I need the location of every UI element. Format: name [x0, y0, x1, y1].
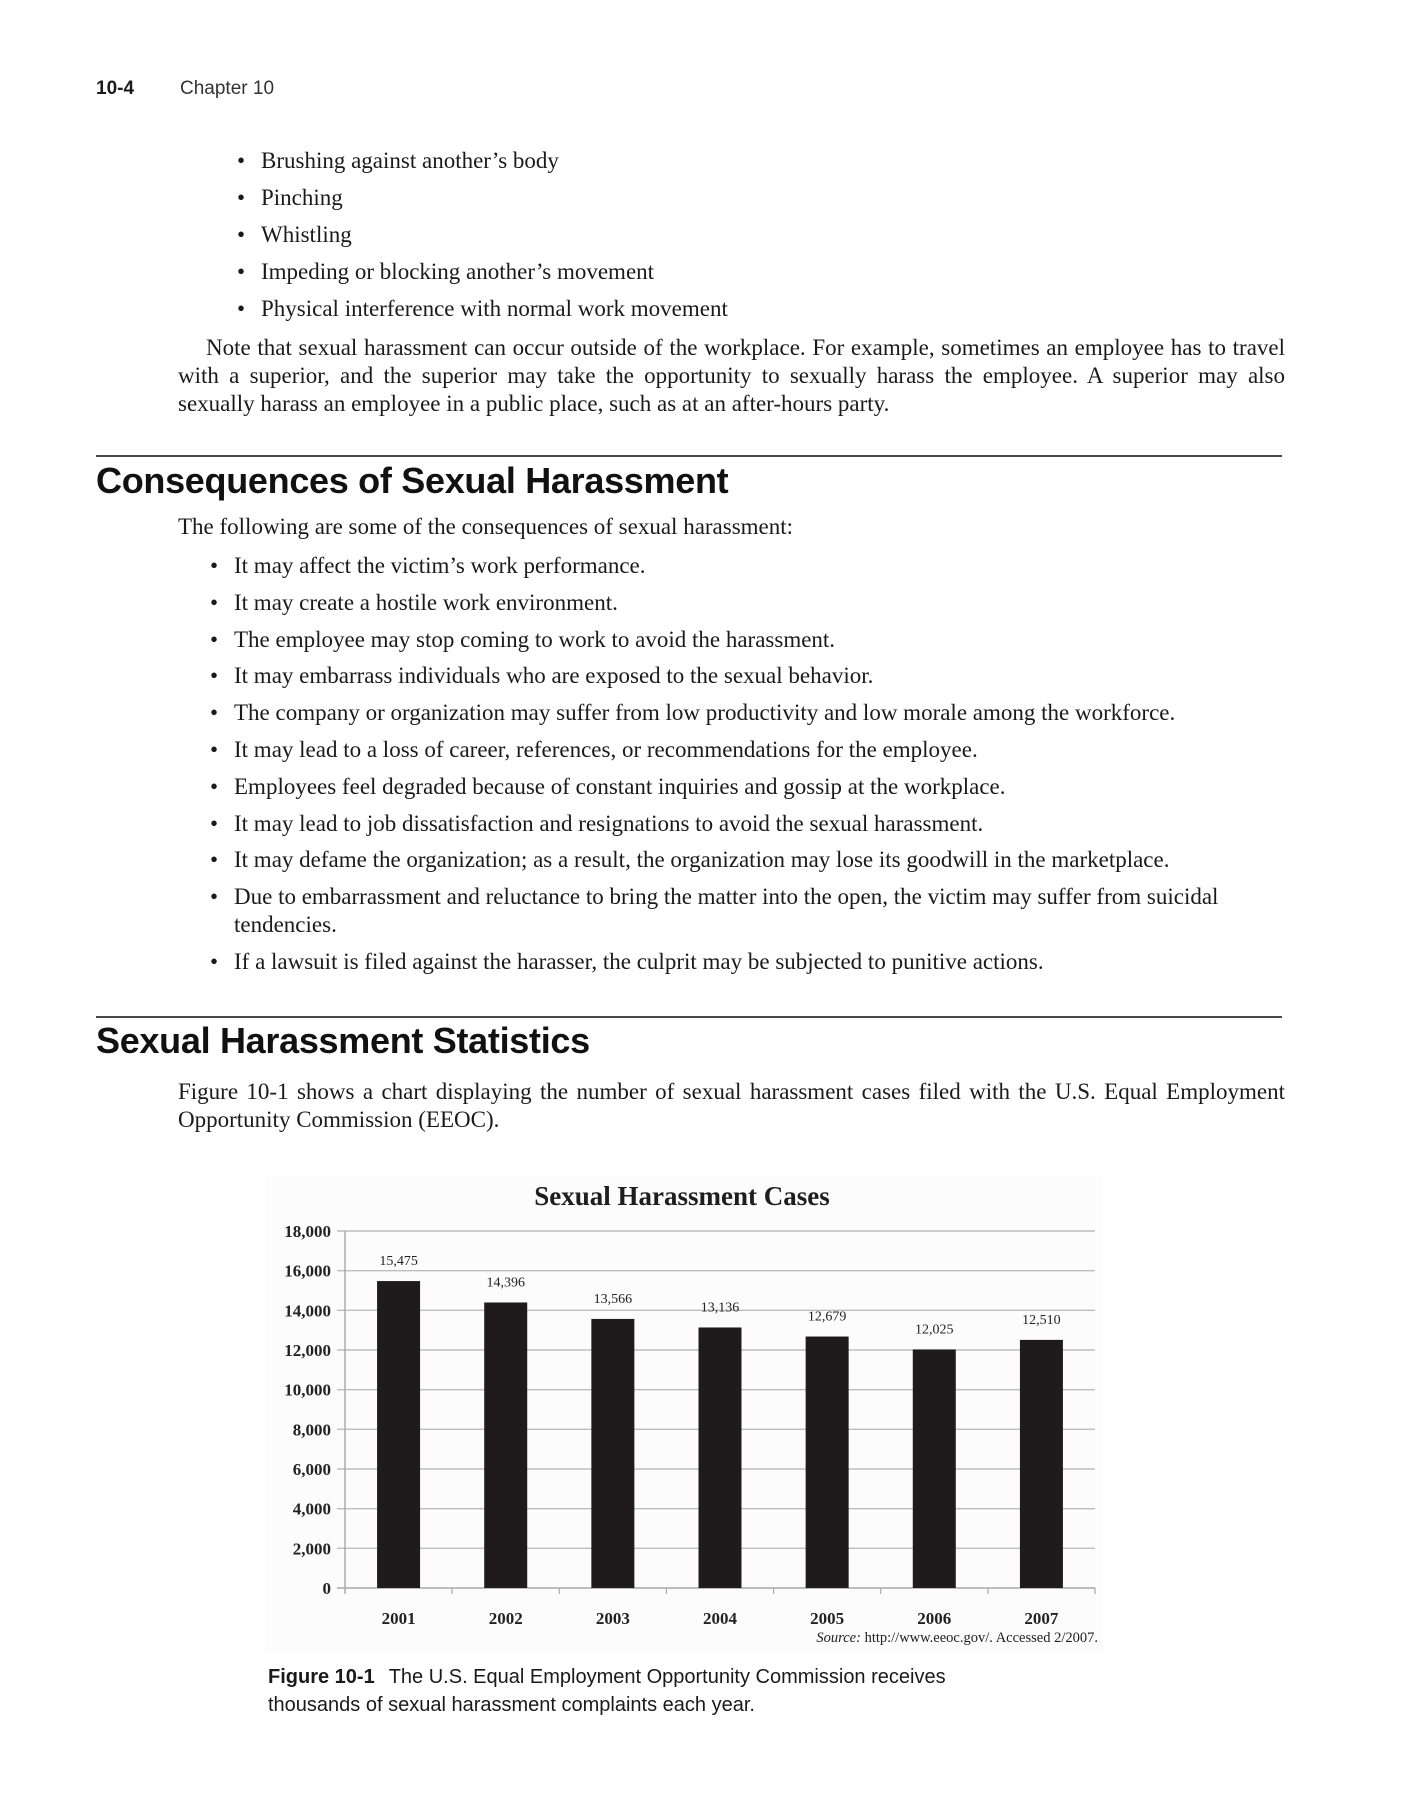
bullet-icon: •: [237, 259, 246, 284]
bar-2003: [591, 1319, 634, 1588]
list-item: • Due to embarrassment and reluctance to bring the matter into the open, the victim may suffer from suicidal tendencies.: [210, 884, 1219, 938]
list-item: • Brushing against another’s body: [261, 142, 728, 179]
x-tick-label: 2002: [488, 1609, 523, 1628]
section-divider: [96, 455, 1282, 457]
x-tick-label: 2006: [917, 1609, 952, 1628]
chapter-label: Chapter 10: [180, 78, 275, 99]
list-item: • It may lead to a loss of career, references, or recommendations for the employee.: [210, 736, 978, 762]
data-label: 12,679: [807, 1309, 847, 1325]
bullet-icon: •: [210, 589, 219, 615]
bullet-icon: •: [210, 810, 219, 836]
chart-title: Sexual Harassment Cases: [534, 1181, 830, 1211]
bullet-icon: •: [210, 663, 219, 689]
figure-caption-text: The U.S. Equal Employment Opportunity Commission receives thousands of sexual harassment complaints each year.: [268, 1666, 946, 1716]
section-divider: [96, 1016, 1282, 1018]
consequences-heading: Consequences of Sexual Harassment: [96, 460, 729, 501]
y-tick-label: 6,000: [292, 1460, 331, 1479]
list-item: • It may defame the organization; as a result, the organization may lose its goodwill in the marketplace.: [210, 847, 1170, 873]
bullet-icon: •: [210, 700, 219, 726]
bar-2004: [699, 1327, 742, 1588]
y-tick-label: 4,000: [292, 1499, 331, 1519]
list-item: • Impeding or blocking another’s movement: [261, 253, 728, 290]
y-tick-label: 8,000: [292, 1420, 331, 1440]
list-item: • If a lawsuit is filed against the harasser, the culprit may be subjected to punitive actions.: [210, 948, 1044, 974]
list-item: • Employees feel degraded because of constant inquiries and gossip at the workplace.: [210, 773, 1006, 799]
statistics-paragraph: Figure 10-1 shows a chart displaying the number of sexual harassment cases filed with the U.S. Equal Employment Opportunity Commission (EEOC).: [178, 1079, 1285, 1132]
bullet-icon: •: [237, 148, 246, 173]
list-item: • The company or organization may suffer from low productivity and low morale among the workforce.: [210, 700, 1176, 726]
bullet-icon: •: [210, 847, 219, 873]
x-tick-label: 2003: [595, 1609, 630, 1628]
y-tick-label: 14,000: [284, 1301, 331, 1321]
data-label: 12,510: [1022, 1312, 1061, 1328]
bar-2001: [377, 1281, 420, 1588]
bullet-icon: •: [210, 773, 219, 799]
list-item: • The employee may stop coming to work to avoid the harassment.: [210, 626, 836, 652]
list-item: • It may lead to job dissatisfaction and resignations to avoid the sexual harassment.: [210, 810, 984, 836]
bullet-icon: •: [237, 296, 246, 321]
consequences-intro: The following are some of the consequences of sexual harassment:: [178, 514, 794, 539]
y-tick-label: 18,000: [284, 1222, 331, 1241]
figure-label: Figure 10-1: [268, 1666, 375, 1688]
y-tick-label: 10,000: [284, 1380, 331, 1400]
list-item: • Physical interference with normal work movement: [261, 290, 728, 327]
y-tick-label: 12,000: [284, 1341, 331, 1360]
list-item: • It may create a hostile work environment.: [210, 589, 618, 615]
x-tick-label: 2001: [381, 1609, 416, 1628]
bar-2002: [484, 1302, 527, 1588]
bullet-icon: •: [237, 185, 246, 210]
y-tick-label: 2,000: [292, 1539, 331, 1559]
page-number: 10-4: [96, 78, 135, 99]
bullet-icon: •: [210, 553, 219, 578]
y-tick-label: 0: [322, 1579, 331, 1598]
note-paragraph: Note that sexual harassment can occur outside of the workplace. For example, sometimes an employee has to travel with a superior, and the superior may take the opportunity to sexually harass the employee. A superior may also sexually harass an employee in a public place, such as at an after-hours party.: [178, 335, 1285, 416]
behavior-bullet-list: [237, 142, 728, 327]
bullet-icon: •: [210, 884, 219, 910]
statistics-heading: Sexual Harassment Statistics: [96, 1020, 590, 1061]
running-head: [96, 78, 274, 100]
data-label: 15,475: [379, 1254, 418, 1270]
bullet-icon: •: [237, 222, 246, 247]
bar-2007: [1020, 1340, 1063, 1588]
list-item: • Pinching: [261, 179, 728, 216]
list-item: • Whistling: [261, 216, 728, 253]
list-item: • It may embarrass individuals who are exposed to the sexual behavior.: [210, 663, 874, 689]
x-tick-label: 2004: [703, 1609, 737, 1628]
data-label: 14,396: [486, 1275, 525, 1291]
y-tick-label: 16,000: [284, 1261, 331, 1281]
bar-2006: [913, 1350, 956, 1588]
data-label: 13,136: [700, 1300, 740, 1316]
source-prefix: Source:: [816, 1630, 861, 1646]
x-tick-label: 2005: [810, 1609, 845, 1628]
bar-2005: [806, 1337, 849, 1588]
chart-source-note: [816, 1630, 1098, 1646]
data-label: 13,566: [593, 1291, 633, 1307]
bar-chart: [265, 1175, 1103, 1653]
figure-caption: [268, 1663, 1028, 1719]
bullet-icon: •: [210, 736, 219, 762]
list-item: • It may affect the victim’s work performance.: [210, 553, 646, 578]
x-tick-label: 2007: [1024, 1609, 1059, 1628]
source-url: http://www.eeoc.gov/. Accessed 2/2007.: [860, 1630, 1098, 1646]
bullet-icon: •: [210, 948, 219, 974]
figure-chart: [265, 1175, 1103, 1653]
bullet-icon: •: [210, 626, 219, 652]
data-label: 12,025: [915, 1322, 954, 1338]
consequences-bullet-list: [210, 552, 1289, 985]
